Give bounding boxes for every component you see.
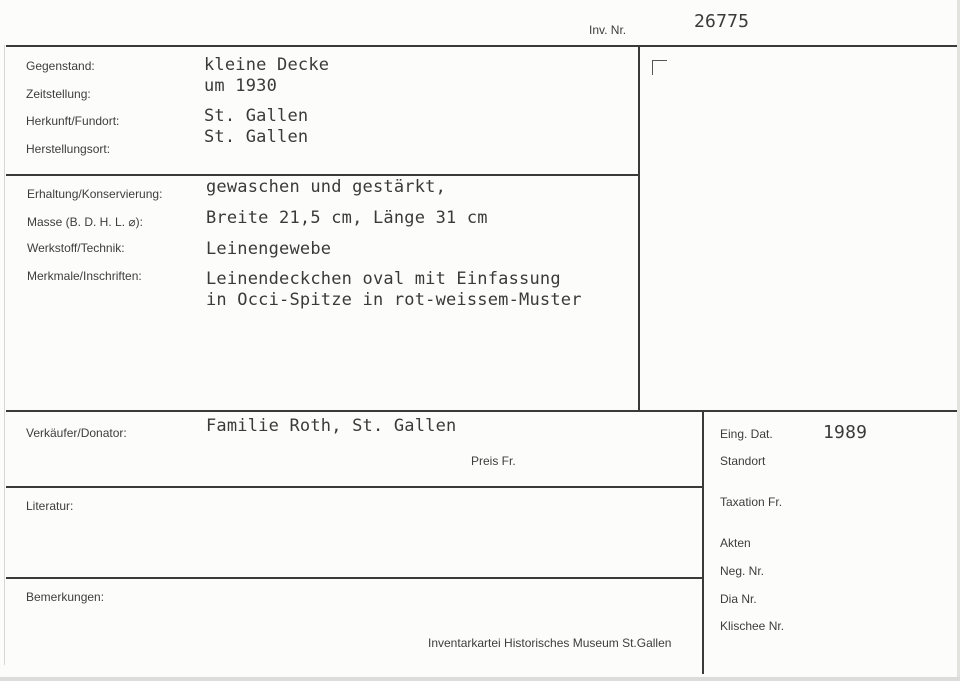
photo-corner-mark: [652, 60, 667, 75]
eing-dat-label: Eing. Dat.: [720, 427, 773, 441]
herstellungsort-label: Herstellungsort:: [26, 142, 111, 156]
gegenstand-label: Gegenstand:: [26, 59, 95, 73]
dia-nr-label: Dia Nr.: [720, 592, 757, 606]
akten-label: Akten: [720, 536, 751, 550]
masse-label: Masse (B. D. H. L. ⌀):: [27, 215, 143, 229]
rule-block1: [6, 174, 638, 176]
zeitstellung-label: Zeitstellung:: [26, 87, 91, 101]
card-bottom-edge: [0, 677, 960, 681]
neg-nr-label: Neg. Nr.: [720, 564, 765, 578]
werkstoff-label: Werkstoff/Technik:: [27, 241, 125, 255]
card-footer: Inventarkartei Historisches Museum St.Gallen: [428, 636, 672, 650]
standort-label: Standort: [720, 454, 766, 468]
merkmale-value-line2: in Occi-Spitze in rot-weissem-Muster: [206, 290, 582, 310]
rule-block2: [6, 410, 960, 412]
rule-verkaeufer: [6, 486, 703, 488]
masse-value: Breite 21,5 cm, Länge 31 cm: [206, 208, 488, 228]
herstellungsort-value: St. Gallen: [204, 127, 309, 147]
verkaeufer-value: Familie Roth, St. Gallen: [206, 416, 457, 436]
herkunft-value: St. Gallen: [204, 106, 309, 126]
taxation-label: Taxation Fr.: [720, 495, 783, 509]
bemerkungen-label: Bemerkungen:: [26, 590, 105, 604]
zeitstellung-value: um 1930: [204, 76, 278, 96]
inv-nr-label: Inv. Nr.: [589, 23, 627, 37]
erhaltung-value: gewaschen und gestärkt,: [206, 177, 447, 197]
eing-dat-value: 1989: [823, 422, 868, 443]
divider-photo: [638, 45, 640, 412]
verkaeufer-label: Verkäufer/Donator:: [26, 426, 127, 440]
inv-nr-value: 26775: [694, 11, 750, 32]
herkunft-label: Herkunft/Fundort:: [26, 114, 120, 128]
merkmale-value-line1: Leinendeckchen oval mit Einfassung: [206, 269, 561, 289]
rule-top: [6, 45, 960, 47]
rule-literatur: [6, 577, 703, 579]
merkmale-label: Merkmale/Inschriften:: [27, 269, 142, 283]
left-edge: [4, 45, 5, 665]
preis-label: Preis Fr.: [471, 454, 516, 468]
divider-right-column: [702, 410, 704, 674]
erhaltung-label: Erhaltung/Konservierung:: [27, 187, 163, 201]
klischee-nr-label: Klischee Nr.: [720, 619, 785, 633]
werkstoff-value: Leinengewebe: [206, 239, 332, 259]
literatur-label: Literatur:: [26, 499, 74, 513]
gegenstand-value: kleine Decke: [204, 55, 330, 75]
